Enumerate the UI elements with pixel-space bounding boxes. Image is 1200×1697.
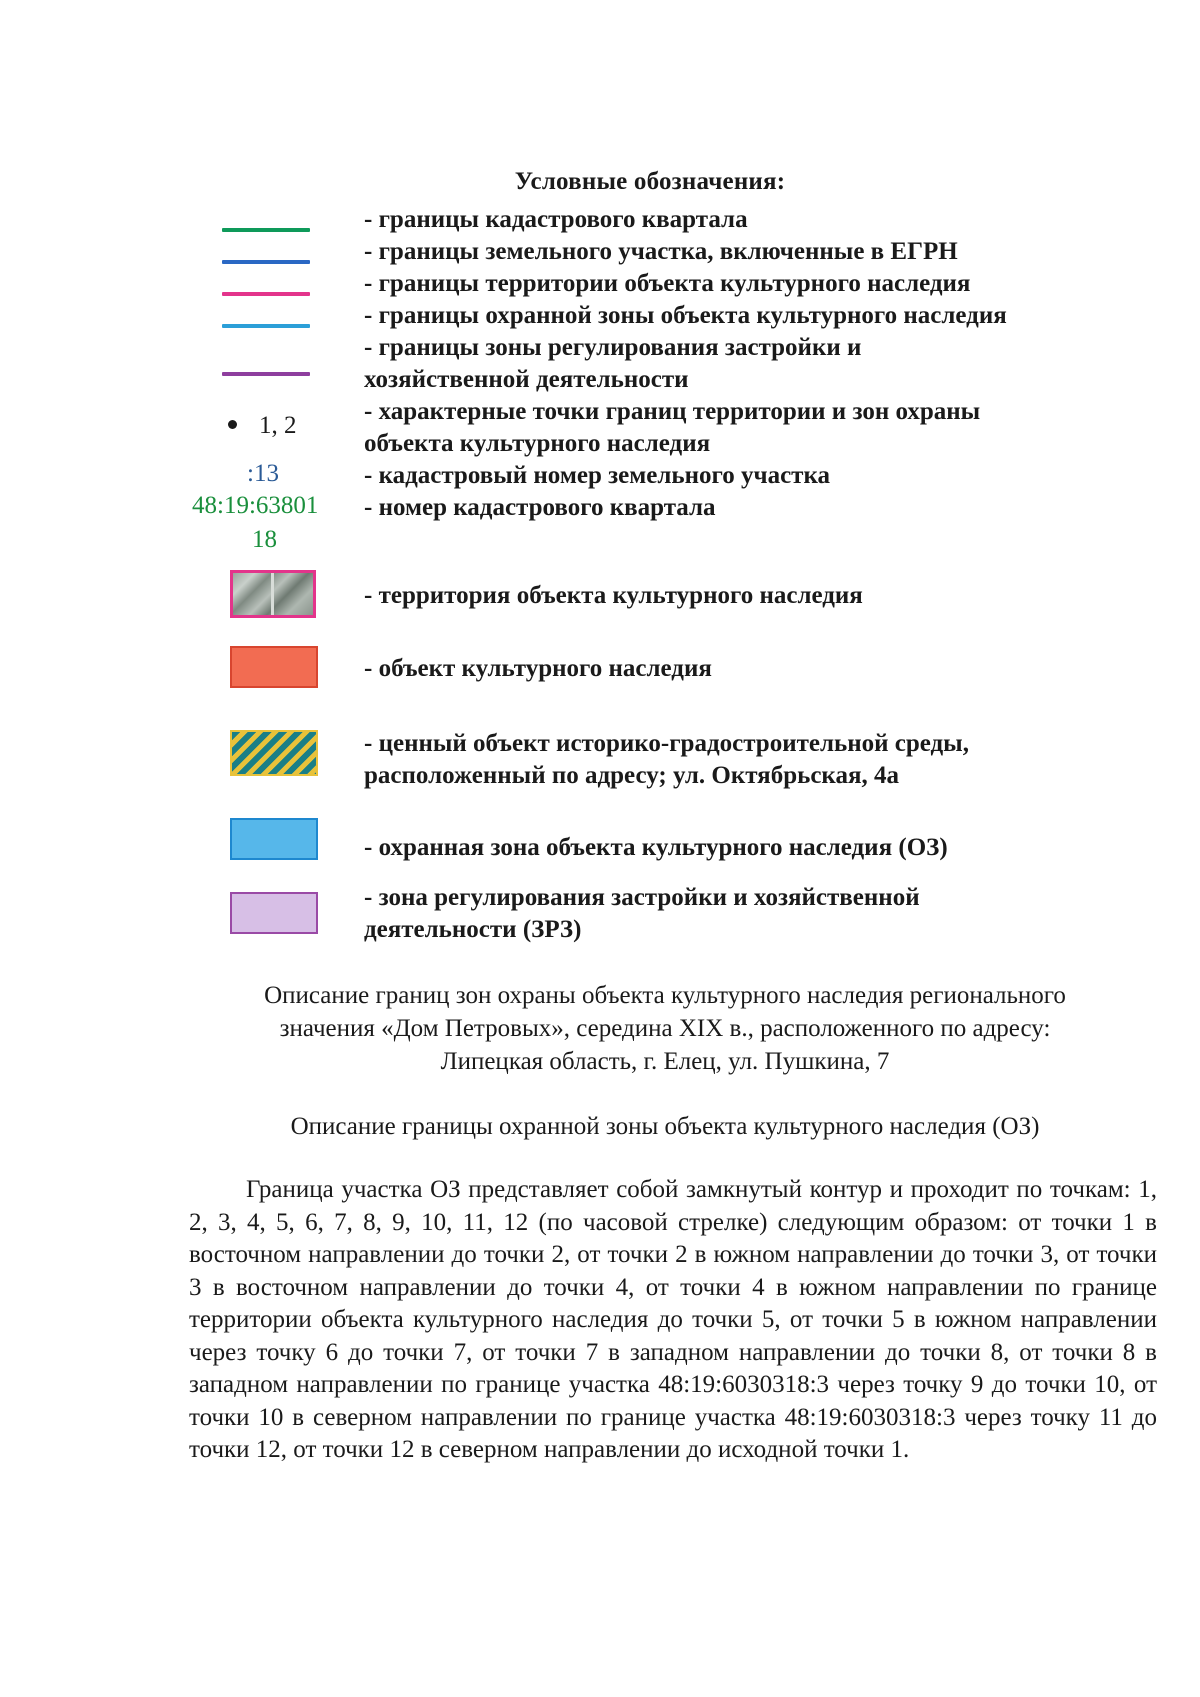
description-paragraph: Граница участка ОЗ представляет собой замкнутый контур и проходит по точкам: 1, 2, 3, 4, 5, 6, 7, 8, 9, 10, 11, 12 (по часовой стрелке) следующим образом: от точки 1 в восточном направлении до точки 2, от точки 2 в южном направлении до точки 3, от точки 3 в восточном направлении до точки 4, от точки 4 в южном направлении по границе территории объекта культурного наследия до точки 5, от точки 5 в южном направлении через точку 6 до точки 7, от точки 7 в западном направлении до точки 8, от точки 8 в западном направлении по границе участка 48:19:6030318:3 через точку 9 до точки 10, от точки 10 в северном направлении по границе участка 48:19:6030318:3 через точку 11 до точки 12, от точки 12 в северном направлении до исходной точки 1.	[189, 1176, 1157, 1463]
description-subtitle: Описание границы охранной зоны объекта культурного наследия (ОЗ)	[290, 1113, 1040, 1140]
object-area-icon	[230, 646, 318, 688]
legend-text-points-2: объекта культурного наследия	[364, 430, 711, 457]
zrz-line-icon	[222, 372, 310, 376]
kvartal-line-icon	[222, 228, 310, 232]
description-title-1: Описание границ зон охраны объекта культурного наследия регионального	[264, 982, 1066, 1009]
legend-text-kvartal: - границы кадастрового квартала	[364, 206, 748, 233]
legend-text-valuable-2: расположенный по адресу; ул. Октябрьская, 4а	[364, 762, 899, 789]
legend-text-uchastok: - границы земельного участка, включенные в ЕГРН	[364, 238, 958, 265]
kvartal-number-symbol-1: 48:19:63801	[192, 492, 319, 519]
territory-line-icon	[222, 292, 310, 296]
zrz-area-icon	[230, 892, 318, 934]
valuable-object-area-icon	[230, 730, 318, 776]
legend-text-points-1: - характерные точки границ территории и зон охраны	[364, 398, 981, 425]
legend-text-oz-line: - границы охранной зоны объекта культурного наследия	[364, 302, 1007, 329]
points-symbol	[228, 412, 297, 440]
legend-text-zrz-line-1: - границы зоны регулирования застройки и	[364, 334, 862, 361]
description-title-3: Липецкая область, г. Елец, ул. Пушкина, 7	[440, 1048, 890, 1075]
legend-text-territory-area: - территория объекта культурного наследия	[364, 582, 863, 609]
legend-text-object-area: - объект культурного наследия	[364, 655, 712, 682]
point-dot-icon	[228, 420, 237, 429]
legend-text-cad-number: - кадастровый номер земельного участка	[364, 462, 830, 489]
oz-area-icon	[230, 818, 318, 860]
legend-text-oz-area: - охранная зона объекта культурного наследия (ОЗ)	[364, 834, 948, 861]
oz-line-icon	[222, 324, 310, 328]
legend-text-territory-line: - границы территории объекта культурного наследия	[364, 270, 971, 297]
uchastok-line-icon	[222, 260, 310, 264]
kvartal-number-symbol-2: 18	[252, 526, 277, 553]
legend-text-zrz-line-2: хозяйственной деятельности	[364, 366, 689, 393]
points-label: 1, 2	[259, 412, 297, 439]
legend-text-zrz-area-2: деятельности (ЗРЗ)	[364, 916, 582, 943]
legend-text-kvartal-number: - номер кадастрового квартала	[364, 494, 716, 521]
cad-number-symbol: :13	[247, 460, 279, 487]
legend-title: Условные обозначения:	[514, 168, 786, 195]
legend-text-valuable-1: - ценный объект историко-градостроительной среды,	[364, 730, 969, 757]
description-title-2: значения «Дом Петровых», середина XIX в., расположенного по адресу:	[279, 1015, 1051, 1042]
legend-text-zrz-area-1: - зона регулирования застройки и хозяйственной	[364, 884, 920, 911]
territory-area-icon	[230, 570, 316, 618]
